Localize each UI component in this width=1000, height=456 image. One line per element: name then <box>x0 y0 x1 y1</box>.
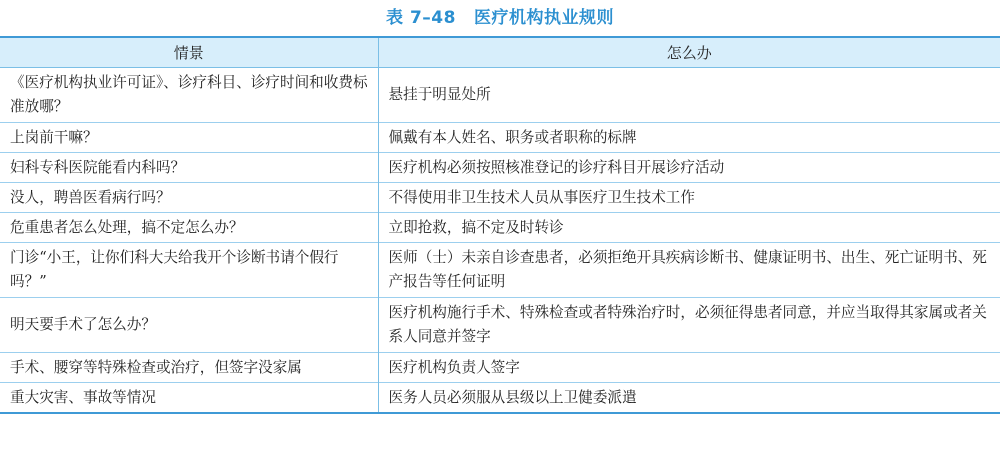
table-row <box>0 243 1000 298</box>
action-cell: 医疗机构必须按照核准登记的诊疗科目开展诊疗活动 <box>378 153 1000 183</box>
table-title-text: 医疗机构执业规则 <box>473 8 614 28</box>
scenario-cell: 明天要手术了怎么办？ <box>0 298 378 353</box>
table-row <box>0 153 1000 183</box>
table-row <box>0 383 1000 414</box>
scenario-cell: 没人，聘兽医看病行吗？ <box>0 183 378 213</box>
scenario-cell: 妇科专科医院能看内科吗？ <box>0 153 378 183</box>
table-row <box>0 183 1000 213</box>
action-cell: 不得使用非卫生技术人员从事医疗卫生技术工作 <box>378 183 1000 213</box>
table-title <box>0 0 1000 36</box>
scenario-cell: 危重患者怎么处理，搞不定怎么办？ <box>0 213 378 243</box>
action-cell: 医师（士）未亲自诊查患者，必须拒绝开具疾病诊断书、健康证明书、出生、死亡证明书、死产报告等任何证明 <box>378 243 1000 298</box>
scenario-cell: 《医疗机构执业许可证》、诊疗科目、诊疗时间和收费标准放哪？ <box>0 68 378 123</box>
table-row <box>0 68 1000 123</box>
table-row <box>0 298 1000 353</box>
action-cell: 医疗机构施行手术、特殊检查或者特殊治疗时，必须征得患者同意，并应当取得其家属或者关系人同意并签字 <box>378 298 1000 353</box>
scenario-cell: 手术、腰穿等特殊检查或治疗，但签字没家属 <box>0 353 378 383</box>
table-row <box>0 353 1000 383</box>
action-cell: 医务人员必须服从县级以上卫健委派遣 <box>378 383 1000 414</box>
table-row <box>0 213 1000 243</box>
action-cell: 医疗机构负责人签字 <box>378 353 1000 383</box>
scenario-cell: 重大灾害、事故等情况 <box>0 383 378 414</box>
scenario-cell: 门诊“小王，让你们科大夫给我开个诊断书请个假行吗？” <box>0 243 378 298</box>
header-row <box>0 37 1000 68</box>
table-row <box>0 123 1000 153</box>
header-action: 怎么办 <box>378 37 1000 68</box>
rules-table <box>0 36 1000 414</box>
table-number: 表 7–48 <box>386 8 456 28</box>
action-cell: 立即抢救，搞不定及时转诊 <box>378 213 1000 243</box>
action-cell: 佩戴有本人姓名、职务或者职称的标牌 <box>378 123 1000 153</box>
action-cell: 悬挂于明显处所 <box>378 68 1000 123</box>
header-scenario: 情景 <box>0 37 378 68</box>
scenario-cell: 上岗前干嘛？ <box>0 123 378 153</box>
